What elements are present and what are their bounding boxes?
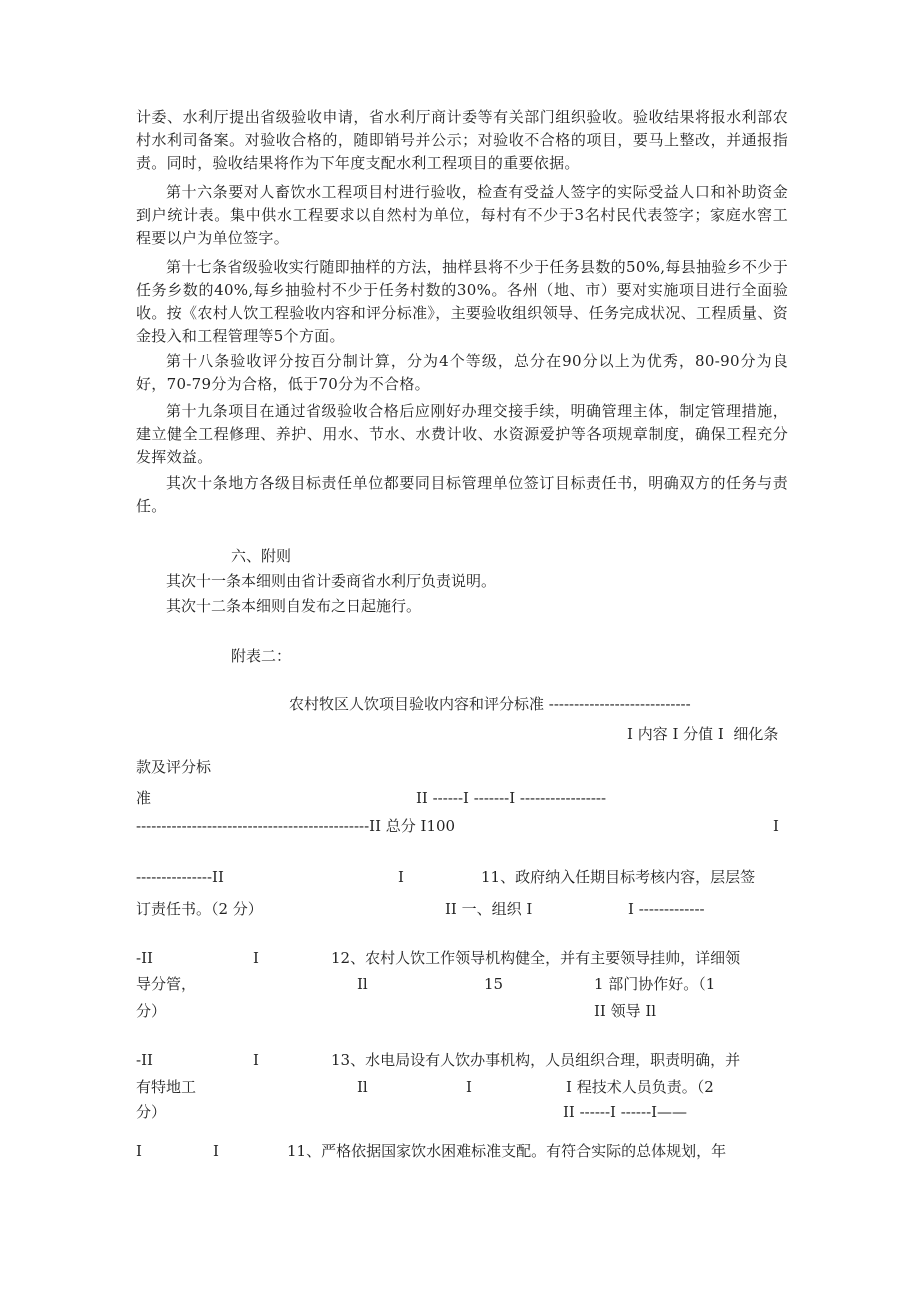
table-row-fragment: 导分管， [136, 975, 197, 993]
table-row-fragment: I [253, 949, 259, 967]
table-row-fragment: I 程技术人员负责。（2 [566, 1078, 714, 1096]
table-row-fragment: 15 [484, 975, 504, 993]
paragraph-acceptance-report: 计委、水利厅提出省级验收申请，省水利厅商计委等有关部门组织验收。验收结果将报水利部农村水利司备案。对验收合格的，随即销号并公示；对验收不合格的项目，要马上整改，并通报指责。同时，验收结果将作为下年度支配水利工程项目的重要依据。 [136, 108, 788, 172]
table-row-fragment: -II [136, 1051, 153, 1069]
paragraph-article-19: 第十九条项目在通过省级验收合格后应刚好办理交接手续，明确管理主体，制定管理措施，建立健全工程修理、养护、用水、节水、水费计收、水资源爱护等各项规章制度，确保工程充分发挥效益。 [136, 402, 788, 466]
article-21: 其次十一条本细则由省计委商省水利厅负责说明。 [166, 572, 497, 590]
table-row-fragment: I [136, 1142, 142, 1160]
paragraph-article-18: 第十八条验收评分按百分制计算，分为4个等级，总分在90分以上为优秀，80-90分为良好，70-79分为合格，低于70分为不合格。 [136, 352, 788, 393]
table-header-wrap: 款及评分标 [136, 758, 212, 776]
table-title: 农村牧区人饮项目验收内容和评分标准 ---------------------------- [289, 695, 691, 713]
table-row-fragment: 11、严格依据国家饮水困难标准支配。有符合实际的总体规划，年 [287, 1142, 727, 1160]
table-row-fragment: 分） [136, 1103, 167, 1121]
table-row-fragment: Il [357, 1078, 368, 1096]
table-row-fragment: 订责任书。（2 分） [136, 900, 263, 918]
table-row-fragment: I [773, 817, 779, 835]
table-header-columns: I 内容 I 分值 I 细化条 [627, 725, 779, 743]
table-row-fragment: ----------------------------------------------II 总分 I100 [136, 817, 456, 835]
table-row-fragment: I [466, 1078, 472, 1096]
table-row-fragment: ---------------II [136, 868, 224, 886]
table-row-fragment: 1 部门协作好。（1 [594, 975, 716, 993]
paragraph-article-20: 其次十条地方各级目标责任单位都要同目标管理单位签订目标责任书，明确双方的任务与责任。 [136, 474, 788, 515]
section-heading-appendix: 六、附则 [231, 547, 292, 565]
table-row-fragment: -II [136, 949, 153, 967]
table-row-fragment: 分） [136, 1002, 167, 1020]
table-row-fragment: II 领导 Il [594, 1002, 657, 1020]
table-row-fragment: 准 [136, 789, 152, 807]
table-row-fragment: I ------------- [628, 900, 705, 918]
table-row-fragment: 11、政府纳入任期目标考核内容，层层签 [481, 868, 756, 886]
table-row-fragment: I [253, 1051, 259, 1069]
table-row-fragment: 有特地工 [136, 1078, 197, 1096]
table-row-fragment: Il [357, 975, 368, 993]
table-row-fragment: I [213, 1142, 219, 1160]
table-row-fragment: II ------I -------I ----------------- [416, 789, 607, 807]
table-row-fragment: II ------I ------I—— [563, 1103, 688, 1121]
article-22: 其次十二条本细则自发布之日起施行。 [166, 597, 422, 615]
table-row-fragment: 13、水电局设有人饮办事机构，人员组织合理，职责明确，并 [331, 1051, 741, 1069]
table-row-fragment: II 一、组织 I [445, 900, 533, 918]
paragraph-article-17: 第十七条省级验收实行随即抽样的方法，抽样县将不少于任务县数的50%,每县抽验乡不少于任务乡数的40%,每乡抽验村不少于任务村数的30%。各州（地、市）要对实施项目进行全面验收。按《农村人饮工程验收内容和评分标准》，主要验收组织领导、任务完成状况、工程质量、资金投入和工程管理等5个方面。 [136, 258, 788, 345]
attachment-label: 附表二： [231, 647, 292, 665]
table-row-fragment: I [398, 868, 404, 886]
paragraph-article-16: 第十六条要对人畜饮水工程项目村进行验收，检查有受益人签字的实际受益人口和补助资金到户统计表。集中供水工程要求以自然村为单位，每村有不少于3名村民代表签字；家庭水窖工程要以户为单位签字。 [136, 183, 788, 247]
table-row-fragment: 12、农村人饮工作领导机构健全，并有主要领导挂帅，详细领 [331, 949, 741, 967]
